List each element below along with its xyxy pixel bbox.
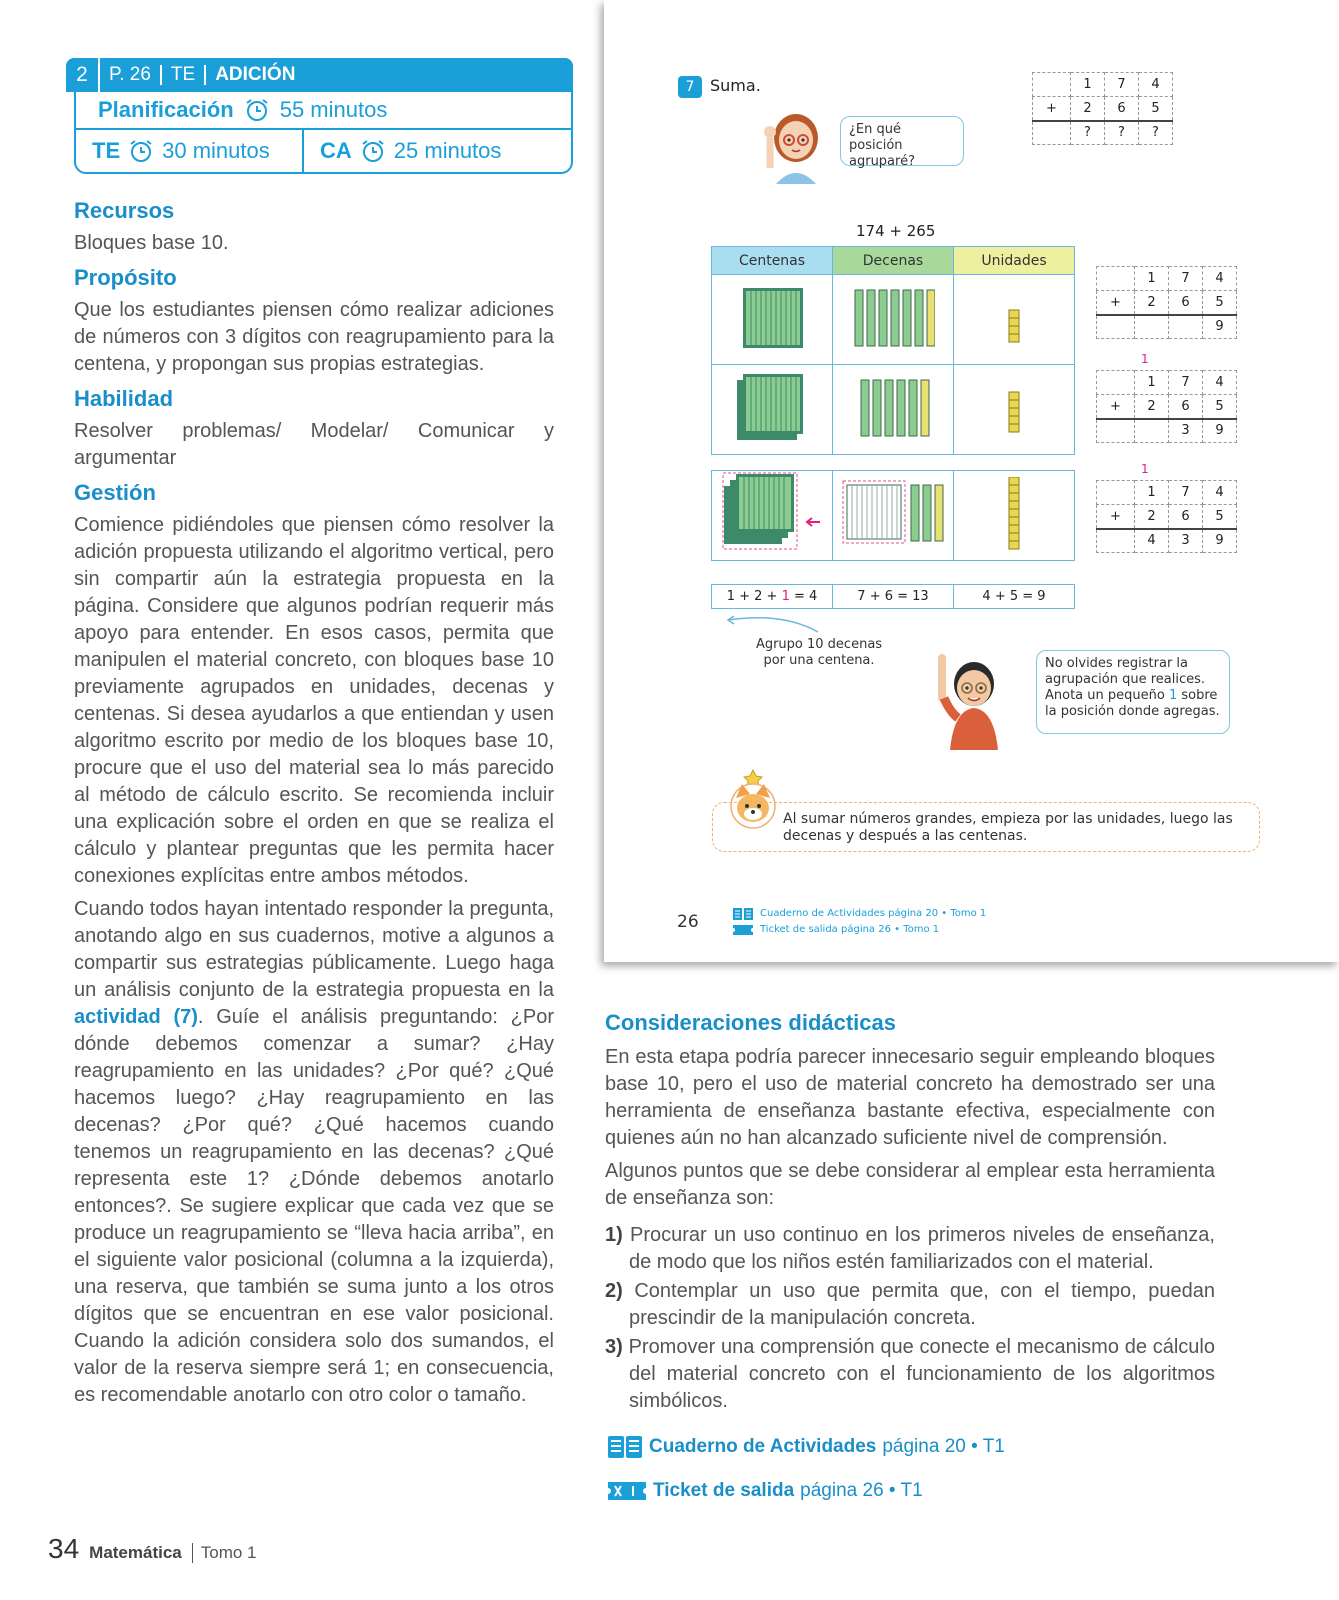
grid-cell [1097, 267, 1135, 291]
book-references [732, 906, 986, 938]
lesson-number: 2 [66, 58, 100, 92]
grid-cell: ? [1105, 121, 1139, 145]
top-addition-grid [1032, 72, 1173, 145]
lesson-topic: ADICIÓN [215, 64, 296, 85]
grid-cell: 2 [1135, 291, 1169, 315]
grid-cell: 5 [1203, 395, 1237, 419]
considerations-paragraph-1: En esta etapa podría parecer innecesario seguir empleando bloques base 10, pero el uso de material concreto ha demostrado ser una herramienta de enseñanza bastante efectiva, especialmente con quienes aún no han alcanzado suficiente nivel de comprensión. [605, 1046, 1215, 1149]
planning-row [76, 92, 571, 130]
reference-links [607, 1432, 1005, 1506]
blocks-row-result [712, 471, 1075, 561]
column-sums [711, 584, 1075, 609]
grid-cell [1097, 371, 1135, 395]
grid-row [1033, 73, 1173, 97]
grid-cell: 5 [1139, 97, 1173, 121]
list-number: 1) [605, 1224, 623, 1246]
textbook-page [604, 0, 1339, 962]
grid-cell: + [1097, 395, 1135, 419]
ticket-link-page: página 26 • T1 [800, 1480, 923, 1501]
lesson-tab [66, 58, 573, 92]
girl-speech-bubble: ¿En qué posición agruparé? [840, 116, 964, 166]
grid-cell: 7 [1105, 73, 1139, 97]
grid-cell [1097, 419, 1135, 443]
grid-cell: 7 [1169, 371, 1203, 395]
grid-row [1097, 395, 1237, 419]
three-hundred-flat-blocks [722, 472, 822, 556]
decenas-cell [833, 275, 954, 365]
gestion-paragraph-1: Comience pidiéndoles que piensen cómo resolver la adición propuesta utilizando el algoritmo vertical, pero sin compartir aún la estrategia propuesta en la página. Considere que algunos podrían requerir más apoyo para entender. En esos casos, permita que manipulen el material concreto, con bloques base 10 previamente agrupados en unidades, decenas y centenas. Si desea ayudarlos a que entiendan y usen algoritmo escrito por medio de los bloques base 10, procure que el uso del material sea lo más parecido al método de cálculo escrito. Se recomienda incluir una explicación sobre el orden en que se realiza el cálculo y plantear preguntas que les permita hacer conexiones explícitas entre ambos métodos. [74, 514, 554, 887]
grid-cell [1135, 419, 1169, 443]
boy-speech-bubble [1036, 650, 1230, 734]
separator-line [711, 454, 1074, 455]
grid-cell: 1 [1135, 371, 1169, 395]
grid-row [1097, 419, 1237, 443]
ticket-link-title: Ticket de salida [653, 1480, 795, 1501]
page-footer [48, 1533, 257, 1565]
activity-label: Suma. [710, 76, 761, 95]
step-grid-hundreds [1096, 480, 1237, 553]
grid-cell: 2 [1135, 505, 1169, 529]
grid-cell [1033, 73, 1071, 97]
lesson-time-box [74, 92, 573, 174]
proposito-heading: Propósito [74, 265, 177, 290]
grid-row [1033, 121, 1173, 145]
ca-cell [304, 130, 501, 172]
volume-label: Tomo 1 [192, 1543, 257, 1563]
grid-cell: 4 [1203, 371, 1237, 395]
cuaderno-link-title: Cuaderno de Actividades [649, 1436, 877, 1457]
grid-row [1097, 529, 1237, 553]
unidades-cell [954, 275, 1075, 365]
hundred-flat-block [737, 286, 807, 350]
grid-cell: 7 [1169, 267, 1203, 291]
base-ten-blocks-table [711, 246, 1075, 561]
curved-arrow-icon [722, 612, 822, 634]
two-hundred-flat-blocks [733, 372, 811, 444]
grid-cell: 1 [1135, 267, 1169, 291]
grid-cell [1097, 529, 1135, 553]
grid-row [1033, 97, 1173, 121]
lesson-page: P. 26 [100, 65, 162, 85]
activity-badge: 7 [678, 76, 702, 98]
habilidad-heading: Habilidad [74, 386, 174, 411]
book-page-number: 26 [677, 912, 699, 932]
grid-row [1097, 481, 1237, 505]
centenas-cell [712, 471, 833, 561]
sum-decenas: 7 + 6 = 13 [833, 585, 954, 609]
grid-cell: 7 [1169, 481, 1203, 505]
list-text: Promover una comprensión que conecte el mecanismo de cálculo del material concreto con el funcionamiento de los algoritmos simbólicos. [628, 1336, 1215, 1412]
five-unit-cubes [1004, 376, 1024, 440]
grid-row [1097, 315, 1237, 339]
grid-cell: 9 [1203, 315, 1237, 339]
book-ref-cuaderno[interactable] [732, 906, 986, 922]
regrouped-ten-rods [841, 477, 945, 551]
carry-mark: 1 [1141, 352, 1149, 366]
sum-centenas-end: = 4 [789, 589, 818, 604]
blocks-header-row [712, 247, 1075, 275]
time-split-row [76, 130, 571, 172]
group-note: Agrupo 10 decenas por una centena. [755, 637, 883, 668]
centenas-cell [712, 275, 833, 365]
blocks-separator [712, 455, 1075, 471]
gestion-p2-start: Cuando todos hayan intentado responder la pregunta, anotando algo en sus cuadernos, motive a algunos a compartir sus estrategias públicamente. Luego haga un análisis conjunto de la estrategia propuesta en la [74, 898, 554, 1001]
grid-row [1097, 267, 1237, 291]
grid-cell [1033, 121, 1071, 145]
unidades-cell [954, 471, 1075, 561]
te-label: TE [92, 138, 121, 163]
grid-cell [1097, 481, 1135, 505]
grid-cell: 6 [1169, 291, 1203, 315]
sums-row [712, 585, 1075, 609]
cuaderno-link[interactable] [607, 1432, 1005, 1462]
considerations-section [605, 1010, 1215, 1417]
alarm-clock-icon [244, 97, 270, 123]
notebook-icon [607, 1435, 643, 1459]
activity-link[interactable]: actividad (7) [74, 1006, 198, 1028]
grid-cell [1135, 315, 1169, 339]
gestion-heading: Gestión [74, 480, 156, 505]
grid-cell: 2 [1071, 97, 1105, 121]
four-unit-cubes [1004, 286, 1024, 350]
te-time: 30 minutos [162, 138, 270, 163]
grid-cell: 5 [1203, 291, 1237, 315]
header-decenas: Decenas [833, 247, 954, 275]
grid-cell: + [1097, 291, 1135, 315]
book-ref-cuaderno-text: Cuaderno de Actividades página 20 • Tomo 1 [760, 908, 987, 919]
considerations-heading: Consideraciones didácticas [605, 1010, 896, 1035]
grid-cell: 3 [1169, 419, 1203, 443]
list-item [605, 1278, 1215, 1332]
sum-centenas [712, 585, 833, 609]
grid-cell: 5 [1203, 505, 1237, 529]
lesson-header [66, 58, 573, 174]
grid-cell: 4 [1135, 529, 1169, 553]
book-ref-ticket[interactable] [732, 922, 986, 938]
blocks-row-second-addend [712, 365, 1075, 455]
grid-row [1097, 505, 1237, 529]
decenas-cell [833, 365, 954, 455]
list-text: Contemplar un uso que permita que, con el tiempo, puedan prescindir de la manipulación concreta. [629, 1280, 1215, 1329]
ticket-icon [732, 924, 754, 936]
grid-cell: ? [1071, 121, 1105, 145]
list-item [605, 1334, 1215, 1415]
guide-column [74, 190, 554, 1409]
list-number: 2) [605, 1280, 623, 1302]
list-text: Procurar un uso continuo en los primeros niveles de enseñanza, de modo que los niños estén familiarizados con el material. [629, 1224, 1215, 1273]
grid-row [1097, 291, 1237, 315]
lesson-type: TE [162, 65, 206, 85]
list-item [605, 1222, 1215, 1276]
grid-cell: 6 [1169, 395, 1203, 419]
grid-cell [1097, 315, 1135, 339]
proposito-text: Que los estudiantes piensen cómo realizar adiciones de números con 3 dígitos con reagrupamiento para la centena, y propongan sus propias estrategias. [74, 299, 554, 375]
cuaderno-link-page: página 20 • T1 [882, 1436, 1005, 1457]
page-number: 34 [48, 1533, 80, 1564]
gestion-p2-end: . Guíe el análisis preguntando: ¿Por dónde debemos comenzar a sumar? ¿Hay reagrupamiento en las unidades? ¿Por qué? ¿Qué hacemos luego? ¿Hay reagrupamiento en las decenas? ¿Por qué? ¿Qué hacemos cuando tenemos un reagrupamiento en las decenas? ¿Qué representa este 1? ¿Dónde debemos anotarlo entonces?. Se sugiere explicar que cada vez que se produce un reagrupamiento se “lleva hacia arriba”, en el siguiente valor posicional (columna a la izquierda), una reserva, que también se suma junto a los otros dígitos que se encuentran en ese valor posicional. Cuando la adición considera solo dos sumandos, el valor de la reserva siempre será 1; en consecuencia, es recomendable anotarlo con otro color o tamaño. [74, 1006, 555, 1406]
seven-ten-rods [851, 286, 935, 350]
planning-time: 55 minutos [279, 97, 388, 122]
ticket-link[interactable] [607, 1476, 1005, 1506]
grid-cell: 6 [1169, 505, 1203, 529]
ticket-icon [607, 1480, 647, 1502]
grid-cell: 1 [1071, 73, 1105, 97]
centenas-cell [712, 365, 833, 455]
boy-waving-illustration [930, 650, 1014, 750]
grid-cell: 9 [1203, 529, 1237, 553]
grid-row [1097, 371, 1237, 395]
nine-unit-cubes [1004, 477, 1024, 551]
grid-cell: + [1097, 505, 1135, 529]
decenas-cell [833, 471, 954, 561]
step-grid-units [1096, 266, 1237, 339]
grid-cell: 9 [1203, 419, 1237, 443]
unidades-cell [954, 365, 1075, 455]
header-centenas: Centenas [712, 247, 833, 275]
boy-bubble-carry: 1 [1168, 688, 1178, 703]
list-number: 3) [605, 1336, 623, 1358]
grid-cell: ? [1139, 121, 1173, 145]
header-unidades: Unidades [954, 247, 1075, 275]
alarm-clock-icon [128, 138, 154, 164]
gestion-paragraph-2 [74, 896, 554, 1409]
grid-cell: 6 [1105, 97, 1139, 121]
sum-centenas-start: 1 + 2 + [726, 589, 782, 604]
grid-cell: 4 [1139, 73, 1173, 97]
grid-cell: + [1033, 97, 1071, 121]
boy-bubble-start: No olvides registrar la agrupación que realices. Anota un pequeño [1045, 656, 1206, 703]
considerations-paragraph-2: Algunos puntos que se debe considerar al emplear esta herramienta de enseñanza son: [605, 1160, 1215, 1209]
considerations-list [605, 1222, 1215, 1415]
grid-cell: 3 [1169, 529, 1203, 553]
step-grid-tens [1096, 370, 1237, 443]
planning-label: Planificación [98, 97, 234, 122]
grid-cell [1169, 315, 1203, 339]
subject-name: Matemática [89, 1543, 182, 1562]
recursos-text: Bloques base 10. [74, 232, 229, 254]
ca-label: CA [320, 138, 352, 163]
sum-carry: 1 [781, 589, 790, 604]
carry-mark: 1 [1141, 462, 1149, 476]
notebook-icon [732, 907, 754, 921]
grid-cell: 2 [1135, 395, 1169, 419]
recursos-heading: Recursos [74, 198, 175, 223]
addition-expression: 174 + 265 [856, 222, 936, 240]
alarm-clock-icon [360, 138, 386, 164]
six-ten-rods [851, 376, 935, 440]
boy-bubble-end: sobre la posición donde agregas. [1045, 688, 1220, 719]
sum-unidades: 4 + 5 = 9 [954, 585, 1075, 609]
habilidad-text: Resolver problemas/ Modelar/ Comunicar y argumentar [74, 420, 554, 469]
girl-thinking-illustration [750, 104, 834, 184]
grid-cell: 4 [1203, 481, 1237, 505]
te-cell [76, 130, 304, 172]
ca-time: 25 minutos [393, 138, 502, 163]
tip-box: Al sumar números grandes, empieza por las unidades, luego las decenas y después a las centenas. [712, 802, 1260, 852]
book-ref-ticket-text: Ticket de salida página 26 • Tomo 1 [760, 924, 940, 935]
blocks-row-first-addend [712, 275, 1075, 365]
grid-cell: 1 [1135, 481, 1169, 505]
grid-cell: 4 [1203, 267, 1237, 291]
